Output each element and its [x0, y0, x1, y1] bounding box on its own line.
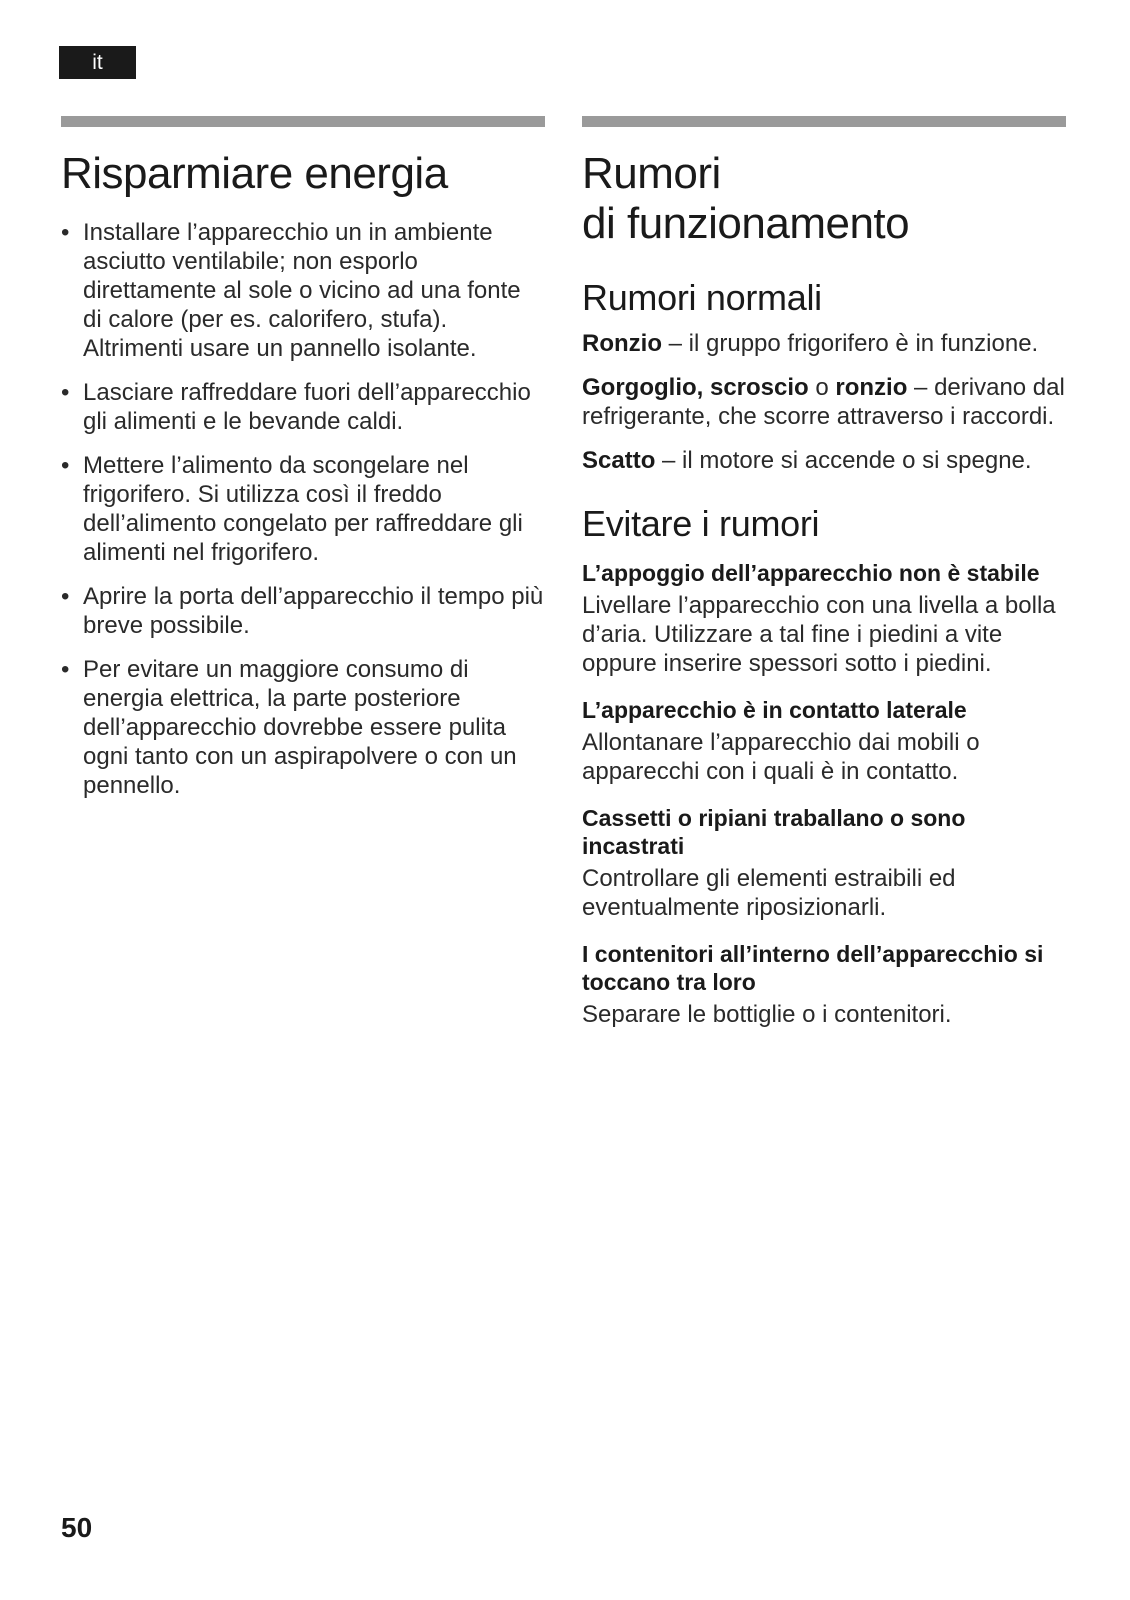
section-title: Rumori di funzionamento [582, 149, 910, 248]
noise-description: – il motore si accende o si spegne. [655, 447, 1032, 474]
energy-saving-section [61, 116, 545, 815]
problem-remedy: Controllare gli elementi estraibili ed eventualmente riposizionarli. [582, 865, 956, 921]
noise-term: Gorgoglio, scroscio [582, 374, 809, 401]
section-title: Risparmiare energia [61, 149, 448, 198]
list-item: • Per evitare un maggiore consumo di energia elettrica, la parte posteriore dell’apparecchio dovrebbe essere pulita ogni tanto con un aspirapolvere o con un pennello. [61, 655, 545, 800]
language-tab: it [59, 46, 136, 79]
noise-term: ronzio [835, 374, 908, 401]
problem-remedy: Separare le bottiglie o i contenitori. [582, 1001, 952, 1028]
list-item: • Lasciare raffreddare fuori dell’apparecchio gli alimenti e le bevande caldi. [61, 378, 545, 436]
normal-noises-heading: Rumori normali [582, 277, 822, 318]
problem-heading: L’apparecchio è in contatto laterale [582, 697, 967, 723]
connector-text: o [808, 374, 836, 401]
problem-heading: I contenitori all’interno dell’apparecchio si toccano tra loro [582, 941, 1044, 995]
problem-remedy: Livellare l’apparecchio con una livella a bolla d’aria. Utilizzare a tal fine i piedini a vite oppure inserire spessori sotto i piedini. [582, 592, 1056, 677]
avoid-noises-heading: Evitare i rumori [582, 503, 820, 544]
noise-description: – il gruppo frigorifero è in funzione. [661, 330, 1039, 357]
section-rule [582, 116, 1066, 127]
noise-term: Scatto [582, 447, 656, 474]
section-rule [61, 116, 545, 127]
list-item: • Installare l’apparecchio un in ambiente asciutto ventilabile; non esporlo direttamente al sole o vicino ad una fonte di calore (per es. calorifero, stufa). Altrimenti usare un pannello isolante. [61, 218, 545, 363]
page-number: 50 [61, 1512, 93, 1543]
noise-paragraph [582, 446, 1066, 475]
list-item: • Aprire la porta dell’apparecchio il tempo più breve possibile. [61, 582, 545, 640]
noise-paragraph [582, 373, 1066, 431]
problem-heading: L’appoggio dell’apparecchio non è stabile [582, 560, 1040, 586]
noise-paragraph [582, 329, 1066, 358]
noise-term: Ronzio [582, 330, 662, 357]
energy-tips-list [61, 218, 545, 800]
operating-noises-section [582, 116, 1066, 1041]
problem-remedy: Allontanare l’apparecchio dai mobili o apparecchi con i quali è in contatto. [582, 729, 980, 785]
list-item: • Mettere l’alimento da scongelare nel frigorifero. Si utilizza così il freddo dell’alimento congelato per raffreddare gli alimenti nel frigorifero. [61, 451, 545, 567]
noise-description: – derivano dal refrigerante, che scorre attraverso i raccordi. [582, 374, 1065, 430]
problem-heading: Cassetti o ripiani traballano o sono incastrati [582, 805, 966, 859]
